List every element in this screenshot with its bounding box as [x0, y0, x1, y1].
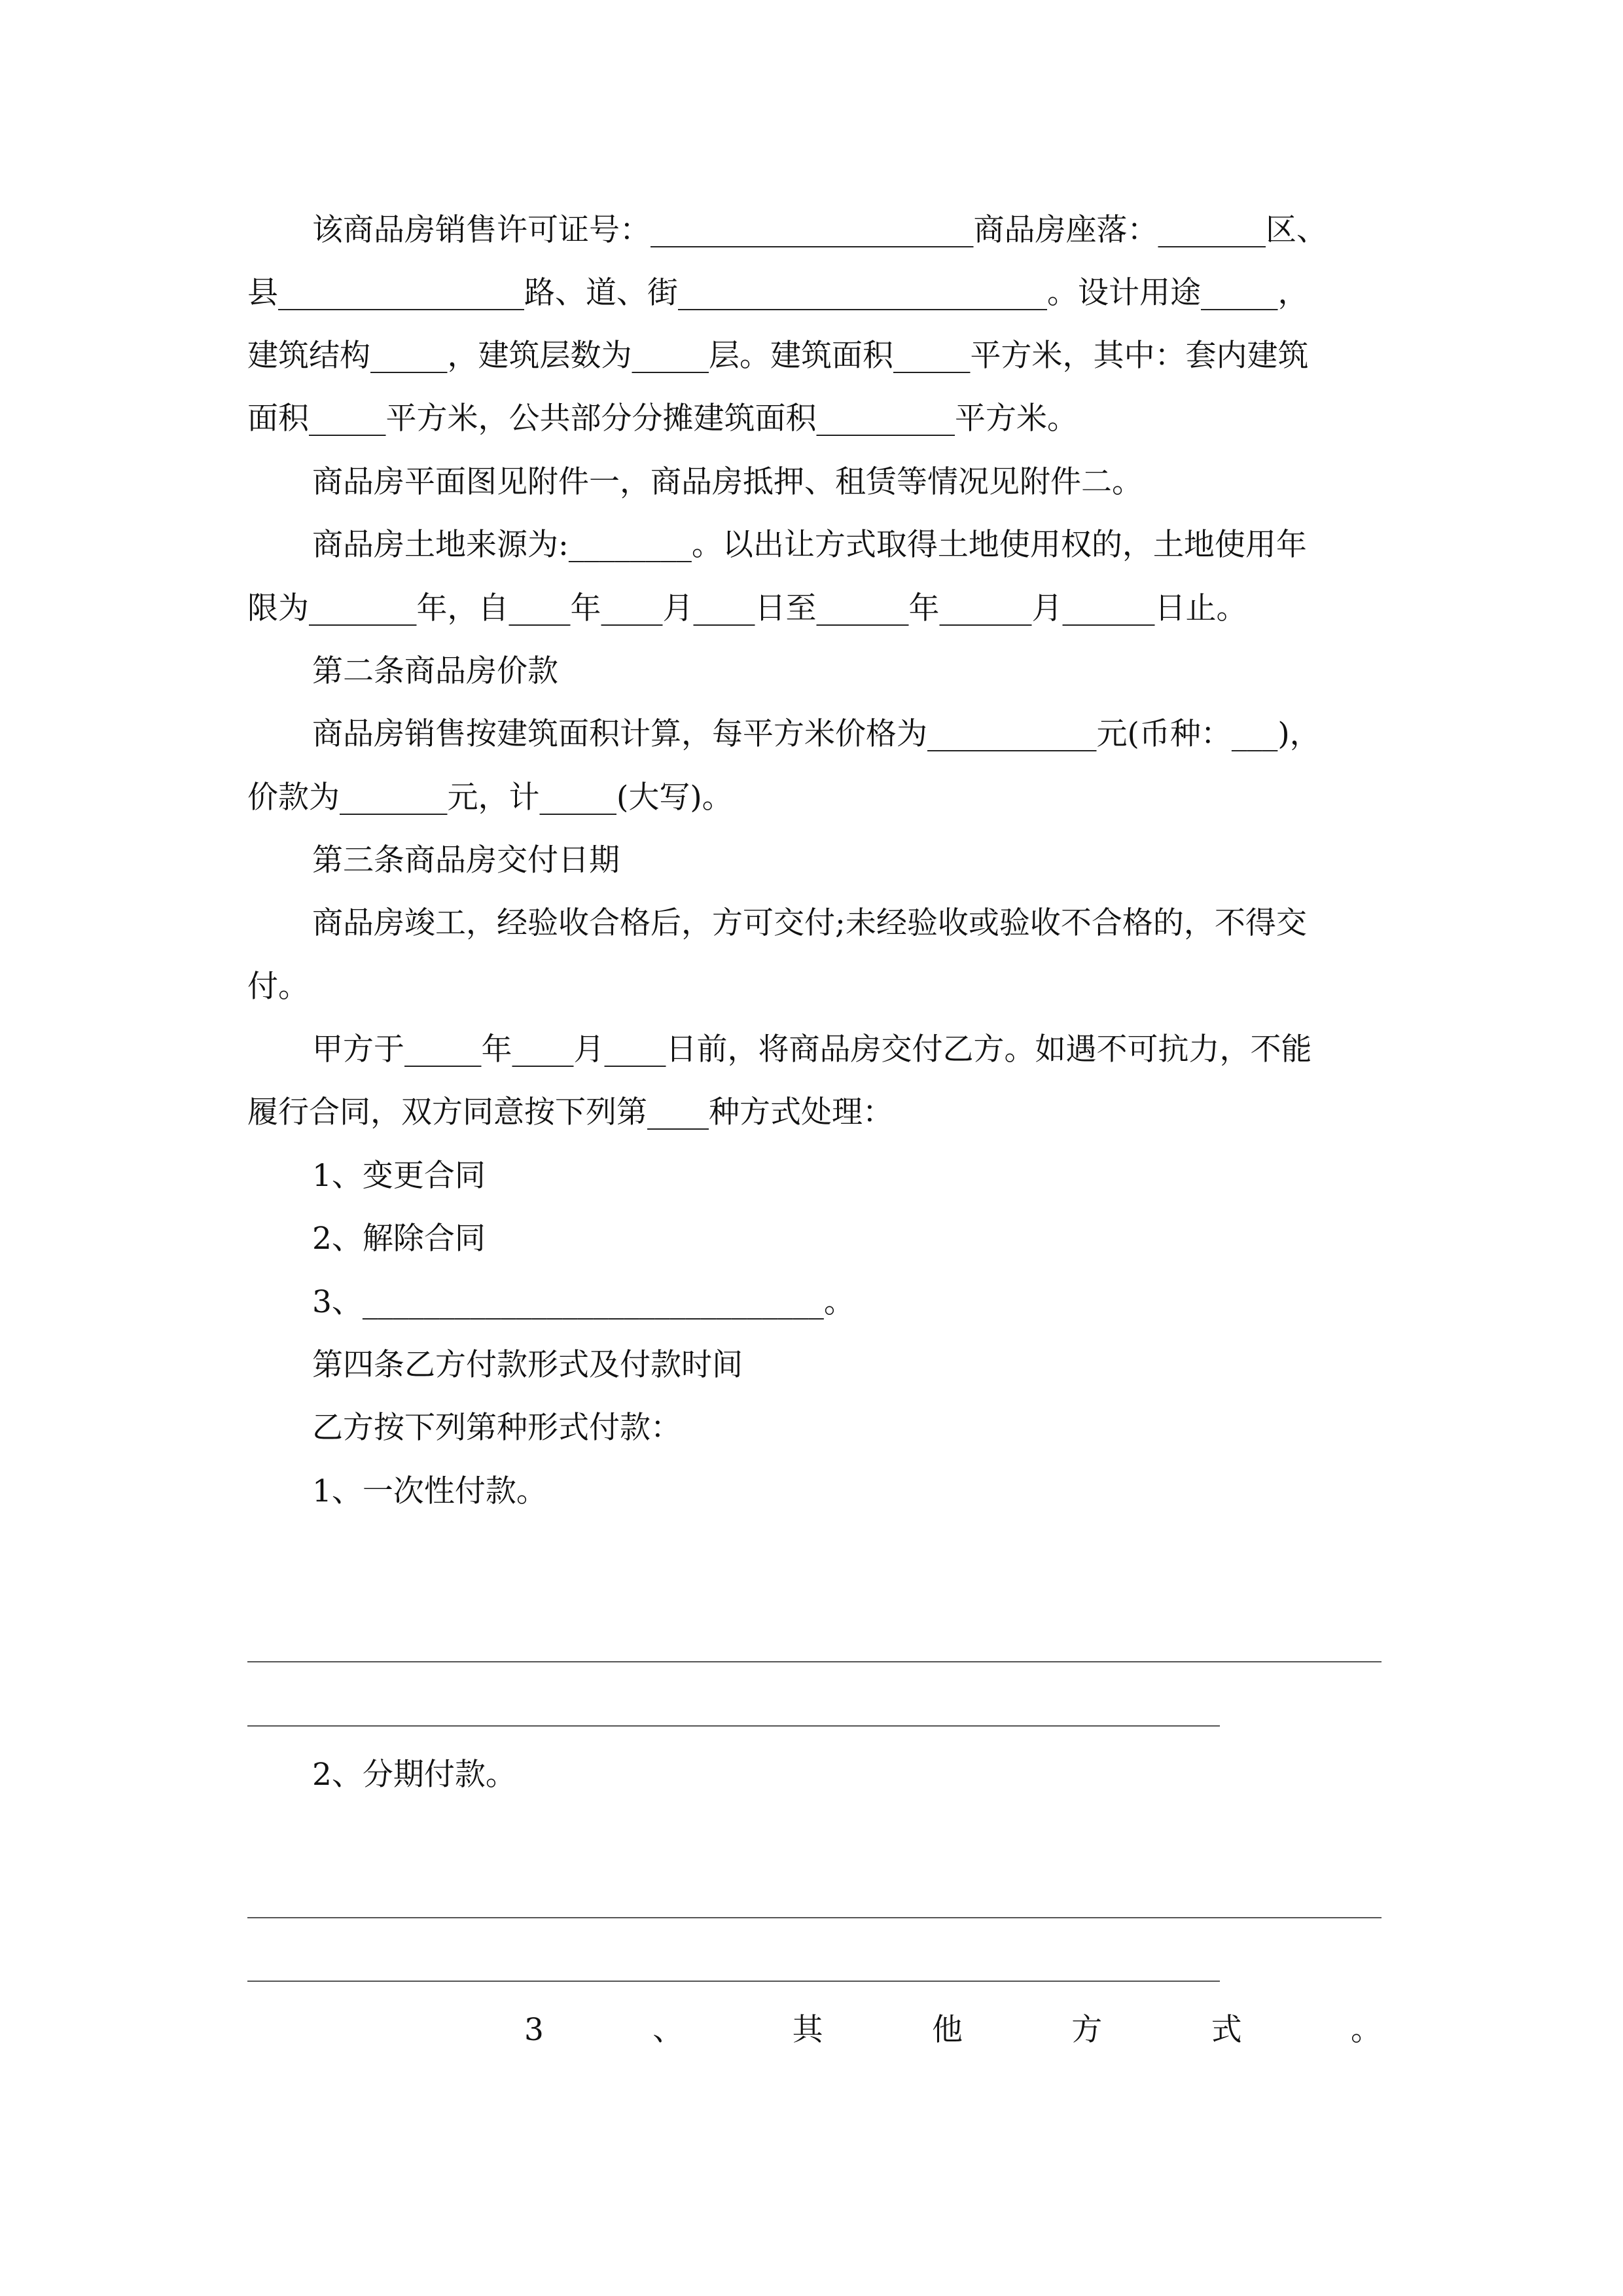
payment-installment: 2、分期付款。 — [312, 1757, 516, 1793]
article-3-title: 第三条商品房交付日期 — [312, 842, 620, 878]
other-method-char: 、 — [652, 2012, 684, 2048]
land-source-line-1: 商品房土地来源为:________。以出让方式取得土地使用权的，土地使用年 — [312, 527, 1307, 563]
payment-other-method — [247, 2011, 1382, 2050]
license-location-line-2: 县________________路、道、街________________________。设计用途_____， — [247, 275, 1309, 311]
blank-rule-4 — [247, 1981, 1220, 1982]
other-method-char: 其 — [792, 2012, 823, 2048]
delivery-date-line-2: 履行合同，双方同意按下列第____种方式处理： — [247, 1094, 893, 1130]
delivery-date-line-1: 甲方于_____年____月____日前，将商品房交付乙方。如遇不可抗力，不能 — [312, 1031, 1312, 1067]
price-line-1: 商品房销售按建筑面积计算，每平方米价格为___________元(币种：___)， — [312, 716, 1321, 752]
article-4-title: 第四条乙方付款形式及付款时间 — [312, 1347, 743, 1383]
blank-rule-3 — [247, 1917, 1382, 1918]
other-method-char: 3 — [524, 2012, 544, 2048]
license-location-line-1: 该商品房销售许可证号：_____________________商品房座落：_______区、 — [312, 212, 1327, 248]
blank-rule-2 — [247, 1725, 1220, 1727]
license-location-line-4: 面积_____平方米，公共部分分摊建筑面积_________平方米。 — [247, 401, 1078, 437]
license-location-line-3: 建筑结构_____，建筑层数为_____层。建筑面积_____平方米，其中：套内建筑 — [247, 338, 1309, 374]
price-line-2: 价款为_______元，计_____(大写)。 — [247, 780, 733, 816]
blank-rule-1 — [247, 1661, 1382, 1662]
article-2-title: 第二条商品房价款 — [312, 653, 558, 689]
other-method-char: 他 — [931, 2012, 963, 2048]
other-method-char: 方 — [1071, 2012, 1103, 2048]
payment-lump-sum: 1、一次性付款。 — [312, 1473, 547, 1509]
delivery-paragraph-line-2: 付。 — [247, 969, 309, 1005]
other-method-char: 。 — [1350, 2012, 1382, 2048]
option-other: 3、______________________________。 — [312, 1284, 855, 1320]
delivery-paragraph-line-1: 商品房竣工，经验收合格后，方可交付;未经验收或验收不合格的，不得交 — [312, 905, 1307, 941]
floor-plan-paragraph: 商品房平面图见附件一，商品房抵押、租赁等情况见附件二。 — [312, 464, 1143, 500]
land-source-line-2: 限为_______年，自____年____月____日至______年______月______日止。 — [247, 590, 1247, 626]
other-method-char: 式 — [1211, 2012, 1242, 2048]
option-change-contract: 1、变更合同 — [312, 1158, 486, 1194]
option-cancel-contract: 2、解除合同 — [312, 1221, 486, 1257]
payment-intro: 乙方按下列第种形式付款： — [312, 1410, 681, 1446]
